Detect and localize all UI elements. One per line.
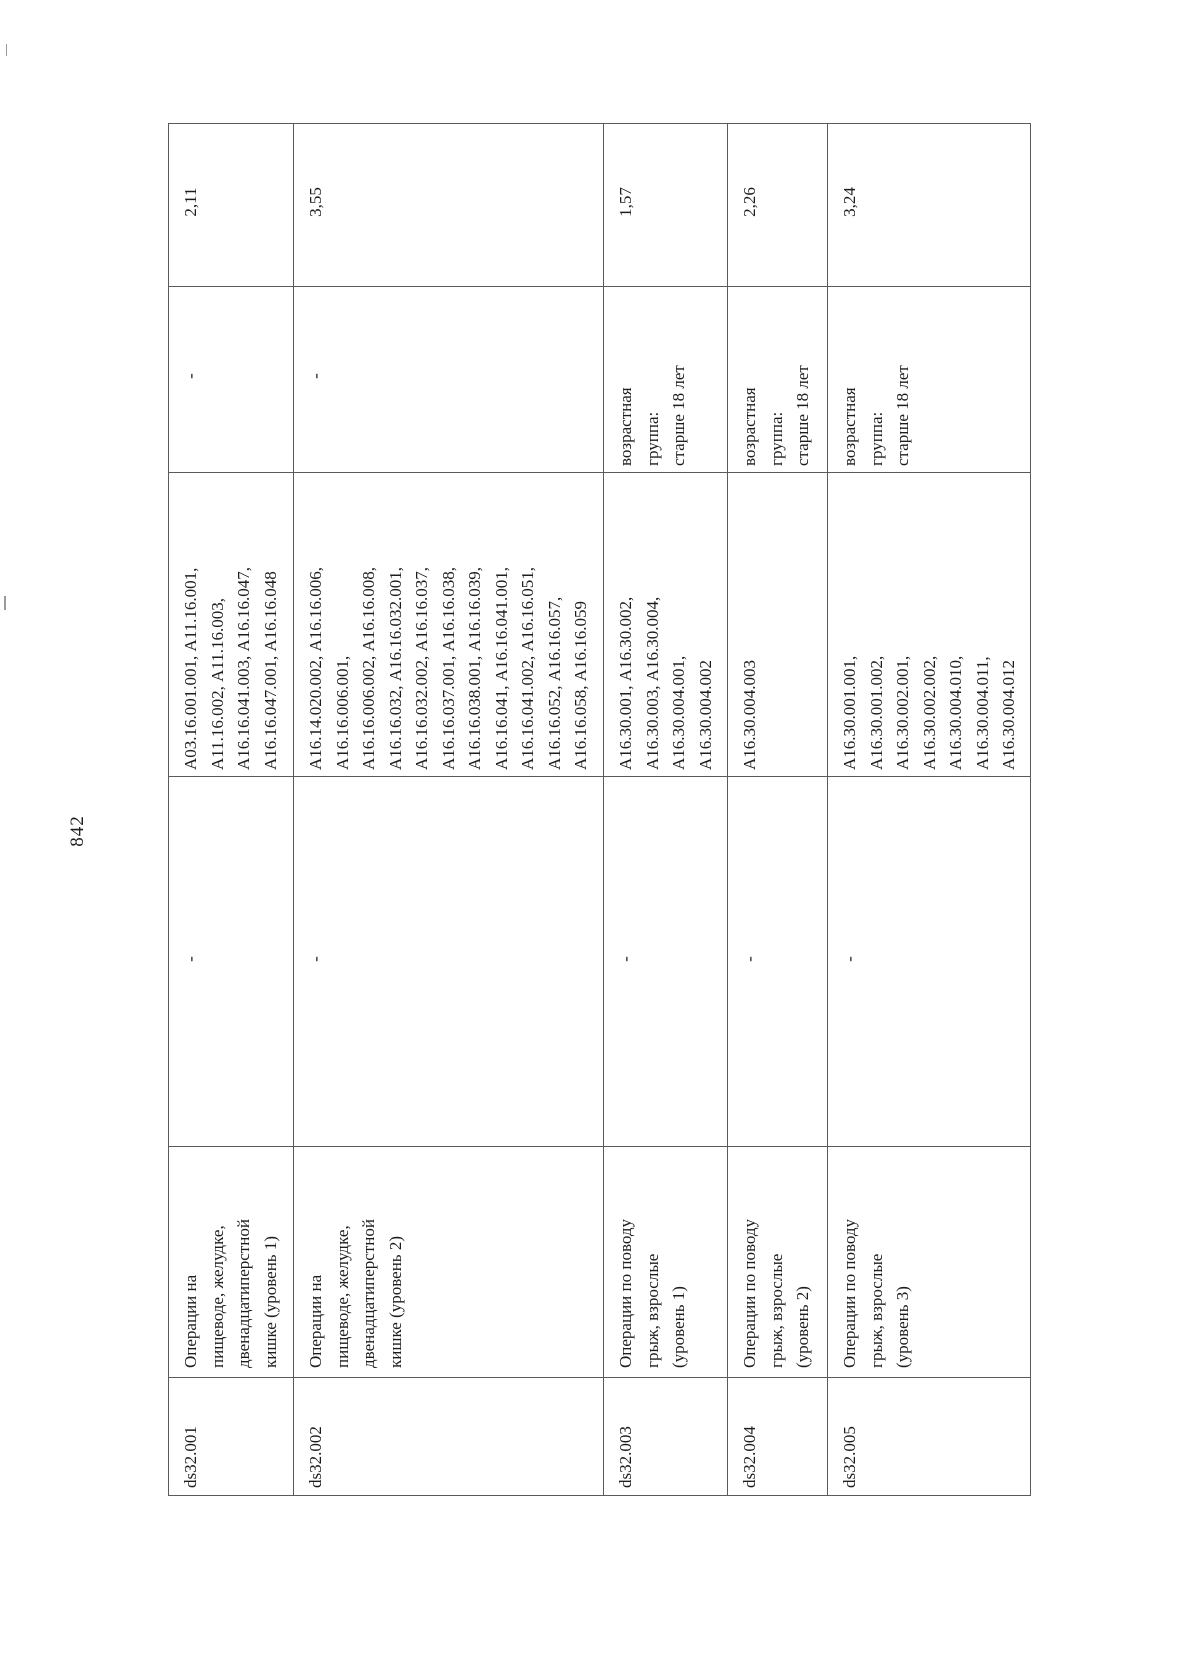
code-cell: ds32.004	[740, 1426, 759, 1488]
coefficient-cell: 3,55	[306, 187, 325, 217]
criteria-cell: -	[181, 373, 200, 379]
services-cell: А03.16.001.001, А11.16.001, А11.16.002, А11.16.003, А16.16.041.003, А16.16.047, А16.16.047.001, А16.16.048	[181, 566, 280, 770]
code-cell: ds32.001	[181, 1426, 200, 1488]
criteria-cell: -	[306, 373, 325, 379]
name-cell: Операции по поводу грыж, взрослые (уровень 2)	[740, 1218, 812, 1368]
row-separator	[293, 123, 294, 1496]
code-cell: ds32.002	[306, 1426, 325, 1488]
coefficient-cell: 3,24	[840, 187, 859, 217]
scan-mark	[6, 44, 7, 56]
row-separator	[727, 123, 728, 1496]
name-cell: Операции по поводу грыж, взрослые (уровень 3)	[840, 1218, 912, 1368]
row-separator	[827, 123, 828, 1496]
services-cell: А16.30.001.001, А16.30.001.002, А16.30.002.001, А16.30.002.002, А16.30.004.010, А16.30.004.011, А16.30.004.012	[840, 655, 1018, 770]
services-cell: А16.30.001, А16.30.002, А16.30.003, А16.30.004, А16.30.004.001, А16.30.004.002	[616, 596, 715, 770]
page-number: 842	[66, 815, 88, 847]
table-border	[168, 1495, 1030, 1496]
table-border	[168, 123, 169, 1496]
coefficient-cell: 2,11	[181, 187, 200, 217]
criteria-cell: возрастная группа: старше 18 лет	[840, 365, 912, 466]
services-cell: А16.30.004.003	[740, 659, 759, 770]
diagnosis-cell: -	[306, 956, 325, 962]
coefficient-cell: 1,57	[616, 187, 635, 217]
criteria-cell: возрастная группа: старше 18 лет	[740, 365, 812, 466]
services-cell: А16.14.020.002, А16.16.006, А16.16.006.001, А16.16.006.002, А16.16.008, А16.16.032, А16.16.032.001, А16.16.032.002, А16.16.037, А16.16.037.001, А16.16.038, А16.16.038.001, А16.16.039, А16.16.041, А16.16.041.001, А16.16.041.002, А16.16.051, А16.16.052, А16.16.057, А16.16.058, А16.16.059	[306, 566, 590, 770]
code-cell: ds32.005	[840, 1426, 859, 1488]
diagnosis-cell: -	[740, 956, 759, 962]
diagnosis-cell: -	[616, 956, 635, 962]
diagnosis-cell: -	[840, 956, 859, 962]
row-separator	[603, 123, 604, 1496]
coefficient-cell: 2,26	[740, 187, 759, 217]
name-cell: Операции на пищеводе, желудке, двенадцатиперстной кишке (уровень 1)	[181, 1219, 280, 1368]
name-cell: Операции на пищеводе, желудке, двенадцатиперстной кишке (уровень 2)	[306, 1219, 405, 1368]
code-cell: ds32.003	[616, 1426, 635, 1488]
table-border	[1030, 123, 1031, 1496]
name-cell: Операции по поводу грыж, взрослые (уровень 1)	[616, 1218, 688, 1368]
criteria-cell: возрастная группа: старше 18 лет	[616, 365, 688, 466]
scan-mark	[4, 596, 6, 610]
diagnosis-cell: -	[181, 956, 200, 962]
column-separator	[168, 1377, 1030, 1378]
column-separator	[168, 472, 1030, 473]
